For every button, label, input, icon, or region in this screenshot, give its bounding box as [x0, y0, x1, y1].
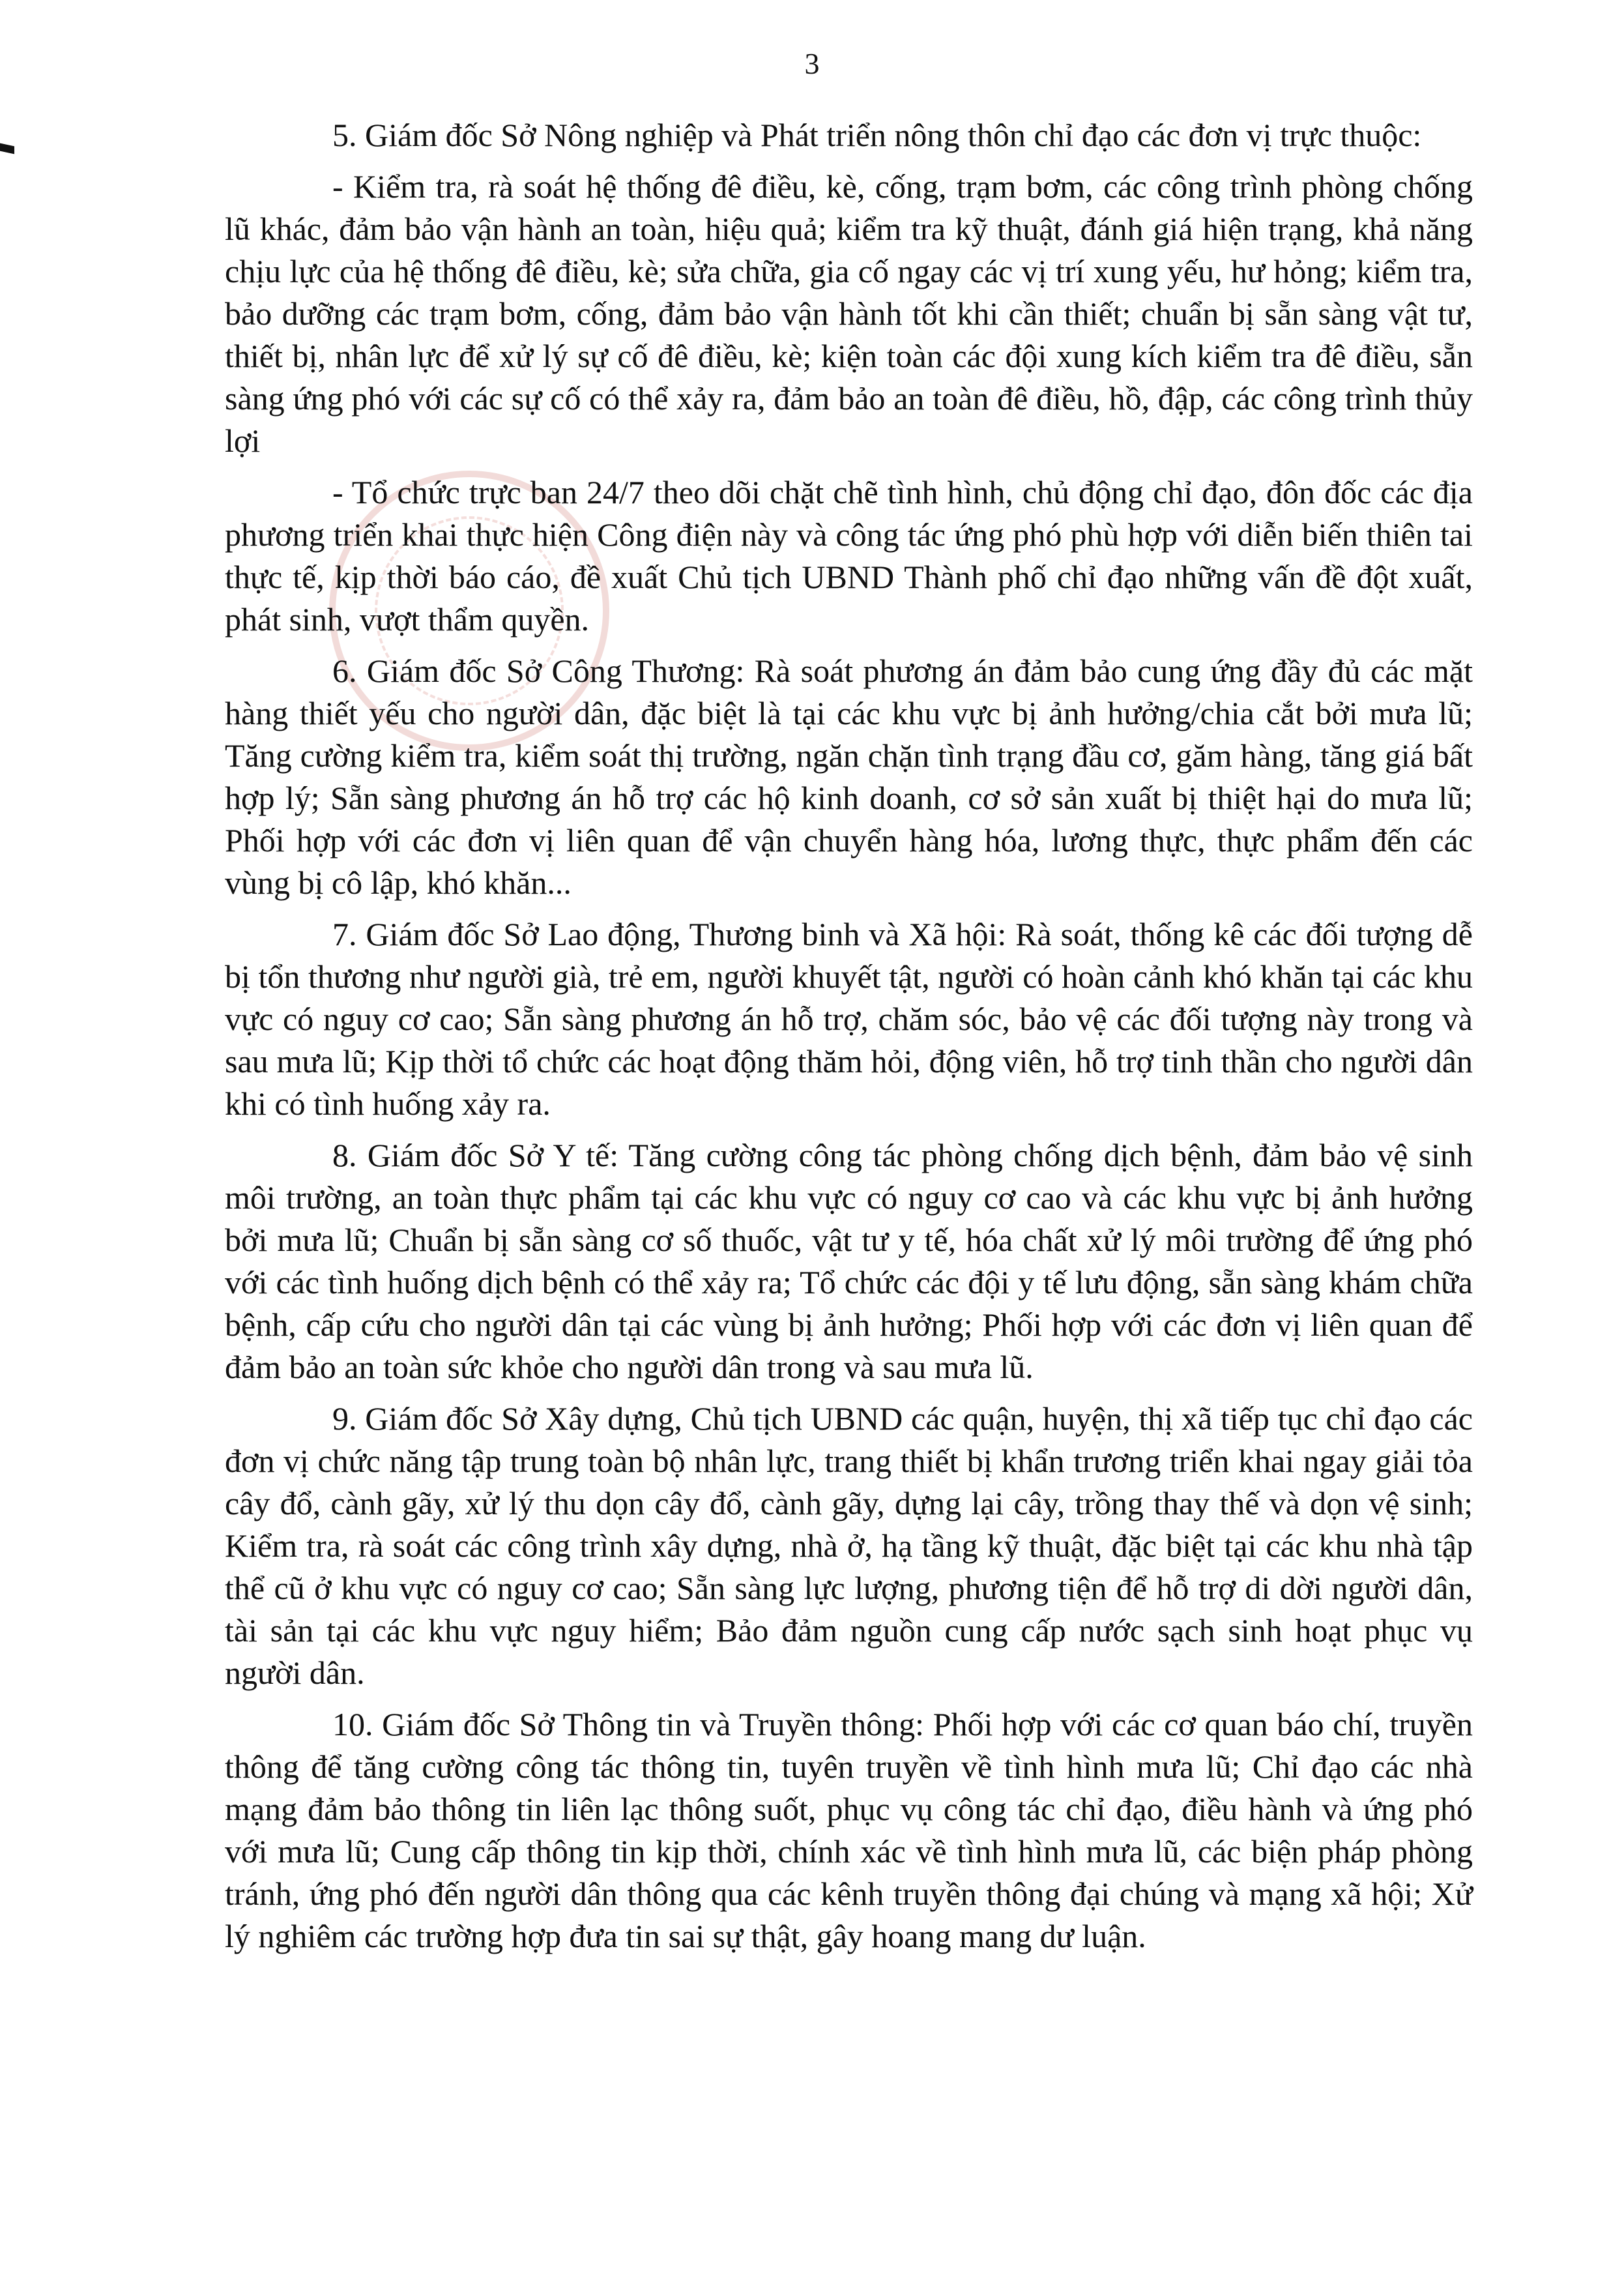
document-body	[225, 114, 1473, 1967]
paragraph-item-9: 9. Giám đốc Sở Xây dựng, Chủ tịch UBND các quận, huyện, thị xã tiếp tục chỉ đạo các đơn vị chức năng tập trung toàn bộ nhân lực, trang thiết bị khẩn trương triển khai ngay giải tỏa cây đổ, cành gãy, xử lý thu dọn cây đổ, cành gãy, dựng lại cây, trồng thay thế và dọn vệ sinh; Kiểm tra, rà soát các công trình xây dựng, nhà ở, hạ tầng kỹ thuật, đặc biệt tại các khu nhà tập thể cũ ở khu vực có nguy cơ cao; Sẵn sàng lực lượng, phương tiện để hỗ trợ di dời người dân, tài sản tại các khu vực nguy hiểm; Bảo đảm nguồn cung cấp nước sạch sinh hoạt phục vụ người dân.	[225, 1400, 1473, 1691]
paragraph-item-5-bullet-2: - Tổ chức trực ban 24/7 theo dõi chặt chẽ tình hình, chủ động chỉ đạo, đôn đốc các địa phương triển khai thực hiện Công điện này và công tác ứng phó phù hợp với diễn biến thiên tai thực tế, kịp thời báo cáo, đề xuất Chủ tịch UBND Thành phố chỉ đạo những vấn đề đột xuất, phát sinh, vượt thẩm quyền.	[225, 474, 1473, 638]
paragraph-item-5: 5. Giám đốc Sở Nông nghiệp và Phát triển nông thôn chỉ đạo các đơn vị trực thuộc:	[332, 117, 1422, 153]
paragraph-item-7: 7. Giám đốc Sở Lao động, Thương binh và Xã hội: Rà soát, thống kê các đối tượng dễ bị tổn thương như người già, trẻ em, người khuyết tật, người có hoàn cảnh khó khăn tại các khu vực có nguy cơ cao; Sẵn sàng phương án hỗ trợ, chăm sóc, bảo vệ các đối tượng này trong và sau mưa lũ; Kịp thời tổ chức các hoạt động thăm hỏi, động viên, hỗ trợ tinh thần cho người dân khi có tình huống xảy ra.	[225, 916, 1473, 1122]
page-number: 3	[804, 47, 820, 80]
paragraph-item-6: 6. Giám đốc Sở Công Thương: Rà soát phương án đảm bảo cung ứng đầy đủ các mặt hàng thiết yếu cho người dân, đặc biệt là tại các khu vực bị ảnh hưởng/chia cắt bởi mưa lũ; Tăng cường kiểm tra, kiểm soát thị trường, ngăn chặn tình trạng đầu cơ, găm hàng, tăng giá bất hợp lý; Sẵn sàng phương án hỗ trợ các hộ kinh doanh, cơ sở sản xuất bị thiệt hại do mưa lũ; Phối hợp với các đơn vị liên quan để vận chuyển hàng hóa, lương thực, thực phẩm đến các vùng bị cô lập, khó khăn...	[225, 653, 1473, 901]
margin-mark	[0, 143, 14, 154]
paragraph-item-8: 8. Giám đốc Sở Y tế: Tăng cường công tác phòng chống dịch bệnh, đảm bảo vệ sinh môi trường, an toàn thực phẩm tại các khu vực có nguy cơ cao và các khu vực bị ảnh hưởng bởi mưa lũ; Chuẩn bị sẵn sàng cơ số thuốc, vật tư y tế, hóa chất xử lý môi trường để ứng phó với các tình huống dịch bệnh có thể xảy ra; Tổ chức các đội y tế lưu động, sẵn sàng khám chữa bệnh, cấp cứu cho người dân tại các vùng bị ảnh hưởng; Phối hợp với các đơn vị liên quan để đảm bảo an toàn sức khỏe cho người dân trong và sau mưa lũ.	[225, 1137, 1473, 1385]
paragraph-item-10: 10. Giám đốc Sở Thông tin và Truyền thông: Phối hợp với các cơ quan báo chí, truyền thông để tăng cường công tác thông tin, tuyên truyền về tình hình mưa lũ; Chỉ đạo các nhà mạng đảm bảo thông tin liên lạc thông suốt, phục vụ công tác chỉ đạo, điều hành và ứng phó với mưa lũ; Cung cấp thông tin kịp thời, chính xác về tình hình mưa lũ, các biện pháp phòng tránh, ứng phó đến người dân thông qua các kênh truyền thông đại chúng và mạng xã hội; Xử lý nghiêm các trường hợp đưa tin sai sự thật, gây hoang mang dư luận.	[225, 1706, 1473, 1954]
paragraph-item-5-bullet-1: - Kiểm tra, rà soát hệ thống đê điều, kè, cống, trạm bơm, các công trình phòng chống lũ khác, đảm bảo vận hành an toàn, hiệu quả; kiểm tra kỹ thuật, đánh giá hiện trạng, khả năng chịu lực của hệ thống đê điều, kè; sửa chữa, gia cố ngay các vị trí xung yếu, hư hỏng; kiểm tra, bảo dưỡng các trạm bơm, cống, đảm bảo vận hành tốt khi cần thiết; chuẩn bị sẵn sàng vật tư, thiết bị, nhân lực để xử lý sự cố đê điều, kè; kiện toàn các đội xung kích kiểm tra đê điều, sẵn sàng ứng phó với các sự cố có thể xảy ra, đảm bảo an toàn đê điều, hồ, đập, các công trình thủy lợi	[225, 168, 1473, 459]
